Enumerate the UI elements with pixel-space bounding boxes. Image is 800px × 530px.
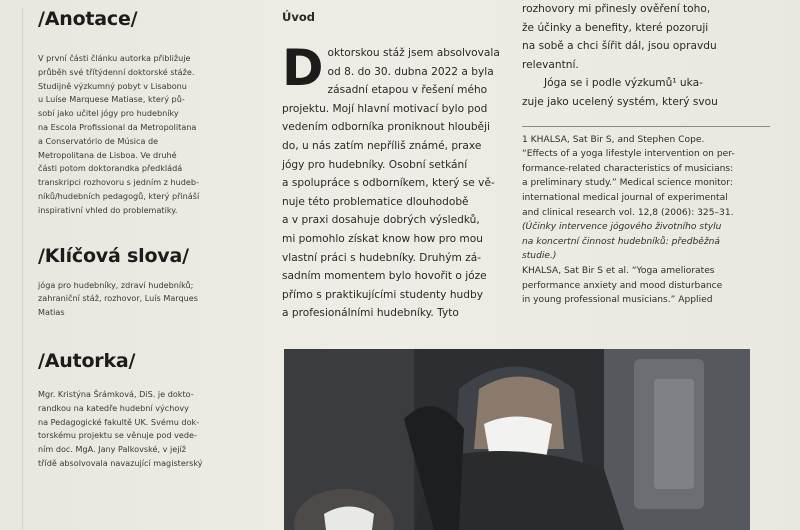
intro-line: do, u nás zatím nepříliš známé, praxe — [282, 139, 482, 152]
sidebar-column — [38, 8, 238, 471]
intro-line: a profesionálními hudebníky. Tyto — [282, 307, 459, 320]
anotace-line: na Escola Profissional da Metropolitana — [38, 121, 197, 132]
uvod-heading: Úvod — [282, 10, 315, 24]
footnote-line: and clinical research vol. 12,8 (2006): 325–31. — [522, 207, 734, 218]
footnote-line: “Effects of a yoga lifestyle intervention on per- — [522, 149, 735, 160]
anotace-line: a Conservatório de Música de — [38, 135, 159, 146]
keywords-line: zahraniční stáž, rozhovor, Luís Marques — [38, 293, 198, 304]
intro-line: vlastní práci s hudebníky. Druhým zá- — [282, 251, 482, 264]
anotace-line: u Luíse Marquese Matiase, který pů- — [38, 94, 185, 105]
anotace-line: Studijně výzkumný pobyt v Lisabonu — [38, 80, 187, 91]
footnote-rule — [522, 126, 770, 127]
autorka-line: na Pedagogické fakultě UK. Svému dok- — [38, 416, 200, 427]
anotace-line: transkripci rozhovoru s jedním z hudeb- — [38, 177, 199, 188]
intro-line: vedením odborníka proniknout hlouběji — [282, 121, 490, 134]
footnote-block — [522, 133, 770, 308]
footnote-line: in young professional musicians.” Applied — [522, 295, 713, 306]
keywords-line: jóga pro hudebníky, zdraví hudebníků; — [38, 279, 194, 290]
autorka-line: třídě absolvovala navazující magisterský — [38, 457, 203, 468]
autorka-line: torskému projektu se věnuje pod vede- — [38, 430, 197, 441]
footnote-italic-line: (Účinky intervence jógového životního stylu — [522, 222, 722, 233]
intro-line: sadním momentem bylo hovořit o józe — [282, 270, 487, 283]
footnote-translation — [522, 249, 770, 264]
anotace-line: sobí jako učitel jógy pro hudebníky — [38, 108, 179, 119]
intro-line: jógy pro hudebníky. Osobní setkání — [282, 158, 468, 171]
right-line: že účinky a benefity, které pozoruji — [522, 21, 709, 34]
intro-line: oktorskou stáž jsem absolvovala — [327, 47, 500, 59]
footnote-line: formance-related characteristics of musicians: — [522, 163, 734, 174]
footnote-translation — [522, 220, 770, 235]
footnote-line: performance anxiety and mood disturbance — [522, 280, 723, 291]
right-line: na sobě a chci šířit dál, jsou opravdu — [522, 40, 717, 53]
intro-line: nuje této problematice dlouhodobě — [282, 195, 469, 208]
autorka-text — [38, 388, 238, 471]
anotace-text — [38, 52, 238, 218]
klicova-slova-text — [38, 279, 238, 320]
footnote-italic-line: studie.) — [522, 251, 557, 262]
footnote-translation — [522, 235, 770, 250]
right-line: zuje jako ucelený systém, který svou — [522, 95, 718, 108]
right-body-text — [522, 0, 770, 112]
anotace-line: V první části článku autorka přibližuje — [38, 53, 191, 63]
anotace-line: inspirativní vhled do problematiky. — [38, 204, 178, 215]
anotace-heading: /Anotace/ — [38, 8, 138, 30]
right-column — [522, 0, 770, 308]
intro-line: od 8. do 30. dubna 2022 a byla — [327, 65, 494, 78]
autorka-line: randkou na katedře hudební výchovy — [38, 402, 189, 413]
anotace-line: průběh své třítýdenní doktorské stáže. — [38, 66, 195, 77]
right-line: rozhovory mi přinesly ověření toho, — [522, 3, 711, 15]
margin-rule — [22, 8, 23, 530]
intro-line: mi pomohlo získat know how pro mou — [282, 232, 483, 245]
intro-line: zásadní etapou v řešení mého — [327, 84, 488, 97]
right-line: relevantní. — [522, 58, 579, 71]
autorka-line: Mgr. Kristýna Šrámková, DiS. je dokto- — [38, 388, 194, 399]
anotace-line: Metropolitana de Lisboa. Ve druhé — [38, 149, 177, 160]
footnote-line: international medical journal of experimental — [522, 192, 728, 203]
autorka-line: ním doc. MgA. Jany Palkovské, v jejíž — [38, 444, 186, 455]
photo-image — [284, 349, 750, 530]
intro-column — [282, 10, 507, 323]
intro-line: projektu. Mojí hlavní motivací bylo pod — [282, 102, 488, 115]
footnote-line: a preliminary study.” Medical science monitor: — [522, 178, 733, 189]
footnote-italic-line: na koncertní činnost hudebníků: předběžná — [522, 236, 721, 247]
autorka-heading: /Autorka/ — [38, 349, 136, 372]
right-line: Jóga se i podle výzkumů¹ uka- — [544, 77, 703, 90]
intro-line: přímo s praktikujícími studenty hudby — [282, 288, 483, 301]
intro-line: a v praxi dosahuje dobrých výsledků, — [282, 214, 480, 227]
footnote-line: KHALSA, Sat Bir S et al. “Yoga ameliorates — [522, 265, 715, 276]
drop-cap: D — [282, 39, 324, 97]
keywords-line: Matias — [38, 307, 65, 318]
intro-line: a spolupráce s odborníkem, který se vě- — [282, 177, 495, 190]
photo — [284, 349, 750, 530]
footnote-line: 1 KHALSA, Sat Bir S, and Stephen Cope. — [522, 134, 705, 145]
klicova-slova-heading: /Klíčová slova/ — [38, 244, 189, 267]
anotace-line: níků/hudebních pedagogů, který přináší — [38, 190, 200, 201]
intro-text — [282, 39, 507, 323]
anotace-line: části potom doktorandka předkládá — [38, 163, 183, 174]
